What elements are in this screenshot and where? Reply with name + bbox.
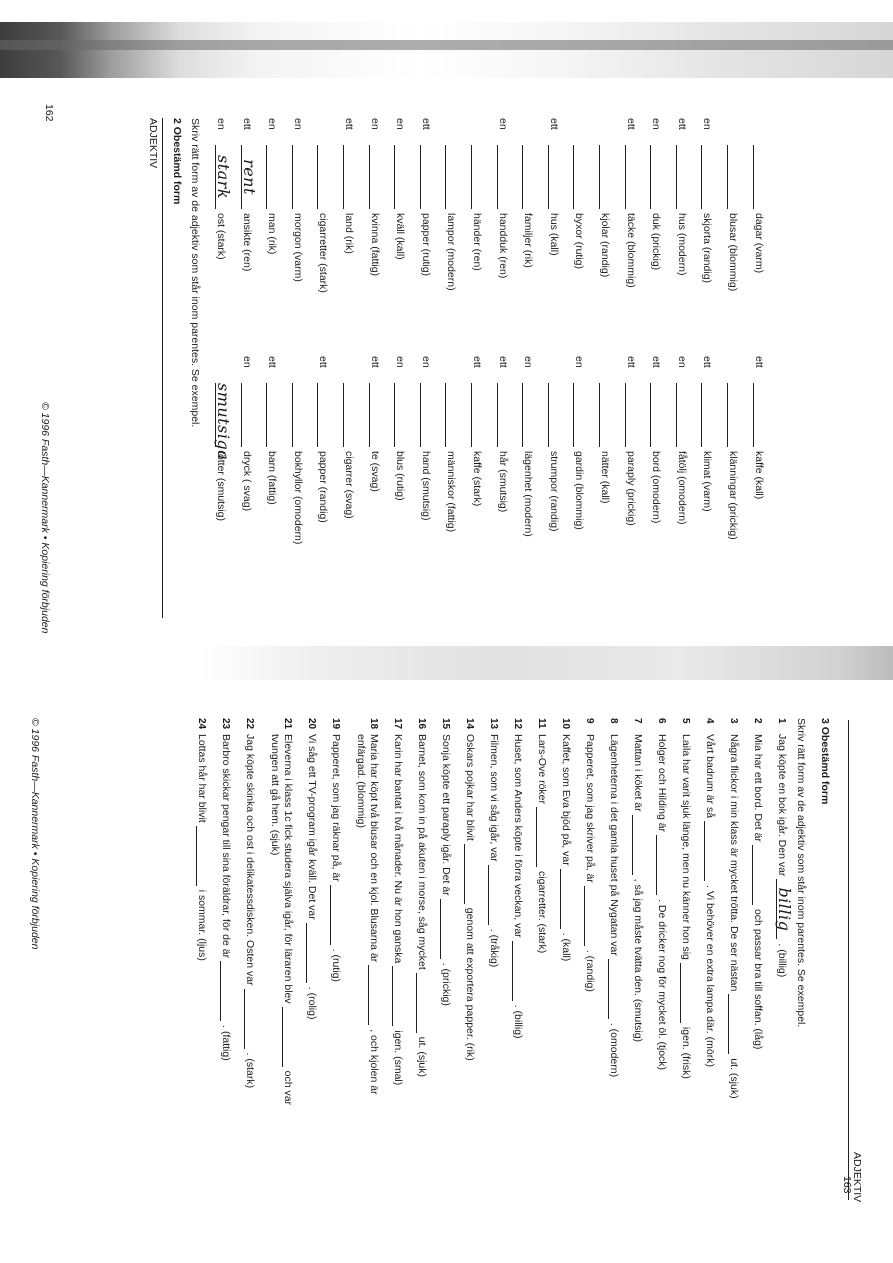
- sentence-item: [440, 718, 453, 1006]
- sentence-item: [368, 718, 381, 1095]
- answer-blank[interactable]: [244, 989, 257, 1049]
- sentence-item: [220, 718, 233, 1061]
- running-header: ADJEKTIV: [147, 118, 159, 169]
- article: ett: [240, 118, 253, 130]
- sentence-item: [560, 718, 573, 961]
- noun-prompt: kväll (kall): [394, 213, 407, 260]
- noun-prompt: paraply (prickig): [624, 451, 637, 526]
- sentence-end: . (stark): [244, 1052, 256, 1089]
- copyright: © 1996 Fasth—Kannermark • Kopiering förbjuden: [39, 402, 51, 634]
- sentence-item: [536, 718, 549, 953]
- running-header: ADJEKTIV: [851, 1152, 863, 1203]
- answer-blank[interactable]: [392, 966, 405, 1026]
- item-number: 20: [306, 718, 317, 730]
- article: en: [573, 356, 586, 368]
- noun-prompt: lägenhet (modern): [522, 451, 535, 537]
- sentence-tail: tvungen att gå hem. (sjuk): [269, 734, 281, 856]
- sentence-start: Papperet, som jag räknar på, är: [330, 734, 342, 882]
- sentence-start: Filmen, som vi såg igår, var: [488, 734, 500, 862]
- sentence-start: Kaffet, som Eva bjöd på, var: [560, 734, 572, 866]
- noun-prompt: handduk (ren): [496, 213, 509, 279]
- noun-prompt: barn (fattig): [266, 451, 279, 505]
- sentence-continuation: [269, 734, 281, 855]
- sentence-end: ut. (sjuk): [728, 1058, 740, 1099]
- article: en: [266, 118, 279, 130]
- sentence-item: [282, 718, 295, 1105]
- item-number: 14: [464, 718, 475, 730]
- article: ett: [675, 118, 688, 130]
- noun-prompt: lampor (modern): [445, 213, 458, 291]
- sentence-item: [330, 718, 343, 982]
- noun-prompt: kaffe (stark): [471, 451, 483, 507]
- sentence-item: [464, 718, 477, 1061]
- noun-prompt: händer (ren): [471, 213, 483, 271]
- article: en: [215, 118, 227, 130]
- answer-blank[interactable]: [464, 844, 477, 904]
- section-title: 3 Obestämd form: [819, 718, 831, 805]
- sentence-item: [392, 718, 405, 1085]
- article: en: [496, 118, 509, 130]
- sentence-start: Oskars pojkar har blivit: [464, 734, 476, 841]
- item-number: 11: [536, 718, 547, 729]
- sentence-end: . Vi behöver en extra lampa där. (mörk): [704, 885, 716, 1067]
- sentence-end: och var: [282, 1070, 294, 1106]
- sentence-end: igen. (smal): [392, 1030, 404, 1086]
- item-number: 12: [512, 718, 523, 730]
- item-number: 23: [220, 718, 231, 730]
- answer-blank[interactable]: [680, 963, 693, 1023]
- noun-prompt: kaffe (kall): [752, 451, 765, 500]
- item-number: 5: [680, 718, 691, 724]
- sentence-item: [306, 718, 319, 1019]
- answer-blank[interactable]: [440, 899, 453, 959]
- item-number: 2: [752, 718, 763, 724]
- sentence-start: Mia har ett bord. Det är: [752, 734, 764, 842]
- handwritten-answer: rent: [239, 159, 259, 195]
- noun-prompt: hand (smutsig): [419, 451, 432, 521]
- noun-prompt: fåtölj (omodern): [675, 451, 688, 525]
- article: ett: [317, 356, 330, 368]
- article: ett: [701, 356, 714, 368]
- noun-prompt: papper (rutig): [419, 213, 432, 277]
- sentence-item: [680, 718, 693, 1079]
- answer-blank[interactable]: [512, 941, 525, 1001]
- sentence-item: [416, 718, 429, 1077]
- sentence-start: Maria har köpt två blusar och en kjol. Blusarna är: [368, 734, 380, 963]
- noun-prompt: bord (omodern): [650, 451, 663, 524]
- answer-blank[interactable]: [752, 845, 765, 905]
- answer-blank[interactable]: [196, 826, 209, 886]
- article: ett: [343, 118, 355, 130]
- noun-prompt: dagar (varm): [752, 213, 765, 274]
- article: ett: [547, 118, 560, 130]
- sentence-end: . (kall): [560, 932, 572, 962]
- sentence-end: cigarretter. (stark): [536, 871, 548, 954]
- sentence-end: . (fattig): [220, 1025, 232, 1061]
- sentence-start: Holger och Hilding är: [656, 734, 668, 833]
- sentence-item: [244, 718, 257, 1088]
- noun-prompt: kvinna (fattig): [368, 213, 381, 277]
- sentence-start: Mattan i köket är: [632, 734, 644, 812]
- noun-prompt: bokhyllor (omodern): [291, 451, 304, 545]
- article: en: [394, 118, 407, 130]
- sentence-item: [632, 718, 645, 1042]
- sentence-item: [512, 718, 525, 1039]
- sentence-start: Lägenheterna i det gamla huset på Nygatan var: [608, 734, 620, 956]
- item-number: 9: [584, 718, 595, 724]
- sentence-start: Huset, som Anders köpte i förra veckan, var: [512, 734, 524, 938]
- article: en: [291, 118, 304, 130]
- noun-prompt: hår (smutsig): [496, 451, 509, 513]
- article: ett: [266, 356, 279, 368]
- answer-blank[interactable]: [608, 959, 621, 1019]
- item-number: 8: [608, 718, 619, 724]
- item-number: 24: [196, 718, 207, 730]
- article: ett: [419, 118, 432, 130]
- noun-prompt: man (rik): [266, 213, 279, 255]
- noun-prompt: hus (modern): [675, 213, 688, 276]
- answer-blank[interactable]: [306, 923, 319, 983]
- noun-prompt: byxor (rutig): [573, 213, 586, 270]
- sentence-end: i sommar. (ljus): [196, 889, 208, 961]
- copyright: © 1996 Fasth—Kannermark • Kopiering förbjuden: [29, 718, 41, 950]
- sentence-item: [196, 718, 209, 961]
- article: ett: [650, 356, 663, 368]
- sentence-start: Sonja köpte ett paraply igår. Det är: [440, 734, 452, 896]
- item-number: 10: [560, 718, 571, 730]
- item-number: 1: [776, 718, 787, 724]
- sentence-start: Jag köpte skinka och ost i delikatessdisken. Osten var: [244, 734, 256, 986]
- item-number: 22: [244, 718, 255, 730]
- noun-prompt: nätter (kall): [599, 451, 611, 504]
- article: ett: [624, 118, 637, 130]
- item-number: 15: [440, 718, 451, 730]
- answer-blank[interactable]: [536, 807, 549, 867]
- item-number: 19: [330, 718, 341, 730]
- answer-blank[interactable]: [368, 965, 381, 1025]
- header-rule: [848, 720, 849, 1200]
- noun-prompt: strumpor (randig): [547, 451, 560, 532]
- item-number: 21: [282, 718, 293, 730]
- article: en: [419, 356, 432, 368]
- sentence-end: , så jag måste tvätta den. (smutsig): [632, 878, 644, 1043]
- article: en: [650, 118, 663, 130]
- answer-blank[interactable]: [416, 973, 429, 1033]
- item-number: 13: [488, 718, 499, 730]
- noun-prompt: människor (fattig): [445, 451, 458, 533]
- sentence-end: . (rolig): [306, 986, 318, 1020]
- noun-prompt: ansikte (ren): [240, 213, 253, 272]
- sentence-end: . (randig): [584, 949, 596, 992]
- noun-prompt: papper (randig): [317, 451, 330, 523]
- sentence-end: . (billig): [512, 1004, 524, 1039]
- sentence-start: Jag köpte en bok igår. Den var: [776, 734, 788, 877]
- noun-prompt: familjer (rik): [522, 213, 535, 268]
- page-number: 162: [43, 104, 55, 122]
- sentence-end: genom att exportera papper. (rik): [464, 907, 476, 1061]
- sentence-start: Karin har bantat i två månader. Nu är hon ganska: [392, 734, 404, 964]
- sentence-item: [704, 718, 717, 1067]
- article: ett: [471, 356, 483, 368]
- item-number: 17: [392, 718, 403, 730]
- sentence-end: och passar bra till soffan. (låg): [752, 908, 764, 1050]
- sentence-end: , och kjolen är: [368, 1029, 380, 1095]
- article: ett: [496, 356, 509, 368]
- noun-prompt: te (svag): [368, 451, 381, 492]
- answer-blank[interactable]: [704, 821, 717, 881]
- noun-prompt: morgon (varm): [291, 213, 304, 282]
- noun-prompt: cigarrer (svag): [343, 451, 355, 519]
- sentence-item: [656, 718, 669, 1070]
- article: en: [368, 118, 381, 130]
- answer-blank[interactable]: [584, 886, 597, 946]
- article: en: [240, 356, 253, 368]
- item-number: 3: [728, 718, 739, 724]
- article: ett: [752, 356, 765, 368]
- noun-prompt: land (rik): [343, 213, 355, 254]
- noun-prompt: täcke (blommig): [624, 213, 637, 288]
- page-number: 163: [841, 1176, 853, 1194]
- sentence-start: Vi såg ett TV-program igår kväll. Det var: [306, 734, 318, 920]
- sentence-end: igen. (frisk): [680, 1026, 692, 1079]
- article: en: [675, 356, 688, 368]
- instruction: Skriv rätt form av de adjektiv som står inom parentes. Se exempel.: [189, 118, 201, 428]
- sentence-end: . (omodern): [608, 1022, 620, 1078]
- sentence-item: [608, 718, 621, 1077]
- sentence-start: Papperet, som jag skriver på, är: [584, 734, 596, 883]
- sentence-end: . (prickig): [440, 962, 452, 1006]
- sentence-item: [752, 718, 765, 1049]
- noun-prompt: klimat (varm): [701, 451, 714, 512]
- article: ett: [624, 356, 637, 368]
- answer-blank[interactable]: [488, 865, 501, 925]
- sentence-tail: enfärgad. (blommig): [355, 734, 367, 828]
- sentence-item: [728, 718, 741, 1099]
- item-number: 18: [368, 718, 379, 730]
- answer-blank[interactable]: [220, 961, 233, 1021]
- sentence-start: Eleverna i klass 1c fick studera själva igår, för läraren blev: [282, 734, 294, 1004]
- article: en: [394, 356, 407, 368]
- sentence-item: [584, 718, 597, 992]
- article: en: [522, 356, 535, 368]
- sentence-end: . (tråkig): [488, 928, 500, 968]
- sentence-start: Laila har varit sjuk länge, men nu känner hon sig: [680, 734, 692, 960]
- item-number: 6: [656, 718, 667, 724]
- answer-blank[interactable]: [775, 879, 794, 939]
- handwritten-answer: smutsiga: [214, 383, 233, 461]
- answer-blank[interactable]: [560, 869, 573, 929]
- answer-blank[interactable]: [282, 1007, 295, 1067]
- answer-blank[interactable]: [330, 885, 343, 945]
- sentence-end: . De dricker nog för mycket öl. (tjock): [656, 899, 668, 1071]
- handwritten-answer: billig: [775, 887, 794, 932]
- noun-prompt: skjorta (randig): [701, 213, 714, 284]
- noun-prompt: klänningar (prickig): [727, 451, 739, 540]
- sentence-end: . (billig): [776, 943, 788, 978]
- noun-prompt: hus (kall): [547, 213, 560, 256]
- noun-prompt: fötter (smutsig): [215, 451, 227, 522]
- article: ett: [368, 356, 381, 368]
- sentence-continuation: [355, 734, 367, 828]
- sentence-start: Barnet, som kom in på akuten i morse, såg mycket: [416, 734, 428, 970]
- sentence-end: ut. (sjuk): [416, 1036, 428, 1078]
- sentence-start: Lottas hår har blivit: [196, 734, 208, 823]
- sentence-item: [488, 718, 501, 967]
- sentence-end: . (rutig): [330, 948, 342, 982]
- answer-blank[interactable]: [632, 815, 645, 875]
- noun-prompt: gardin (blommig): [573, 451, 586, 530]
- article: en: [701, 118, 714, 130]
- noun-prompt: blus (rutig): [394, 451, 407, 501]
- instruction: Skriv rätt form av de adjektiv som står inom parentes. Se exempel.: [795, 718, 807, 1028]
- sentence-start: Några flickor i min klass är mycket trötta. De ser nästan: [728, 734, 740, 992]
- sentence-item: [775, 718, 794, 978]
- sentence-start: Barbro skickar pengar till sina föräldrar, för de är: [220, 734, 232, 959]
- sentence-start: Vårt badrum är så: [704, 734, 716, 819]
- item-number: 16: [416, 718, 427, 730]
- item-number: 4: [704, 718, 715, 724]
- noun-prompt: ost (stark): [215, 213, 227, 260]
- answer-blank[interactable]: [728, 994, 741, 1054]
- sentence-start: Lars-Ove röker: [536, 734, 548, 805]
- noun-prompt: kjolar (randig): [599, 213, 611, 278]
- noun-prompt: dryck ( svag): [240, 451, 253, 512]
- answer-blank[interactable]: [656, 835, 669, 895]
- noun-prompt: cigarretter (stark): [317, 213, 330, 293]
- noun-prompt: blusar (blommig): [727, 213, 739, 292]
- item-number: 7: [632, 718, 643, 724]
- handwritten-answer: stark: [214, 154, 233, 200]
- noun-prompt: duk (prickig): [650, 213, 663, 271]
- section-title: 2 Obestämd form: [171, 118, 183, 205]
